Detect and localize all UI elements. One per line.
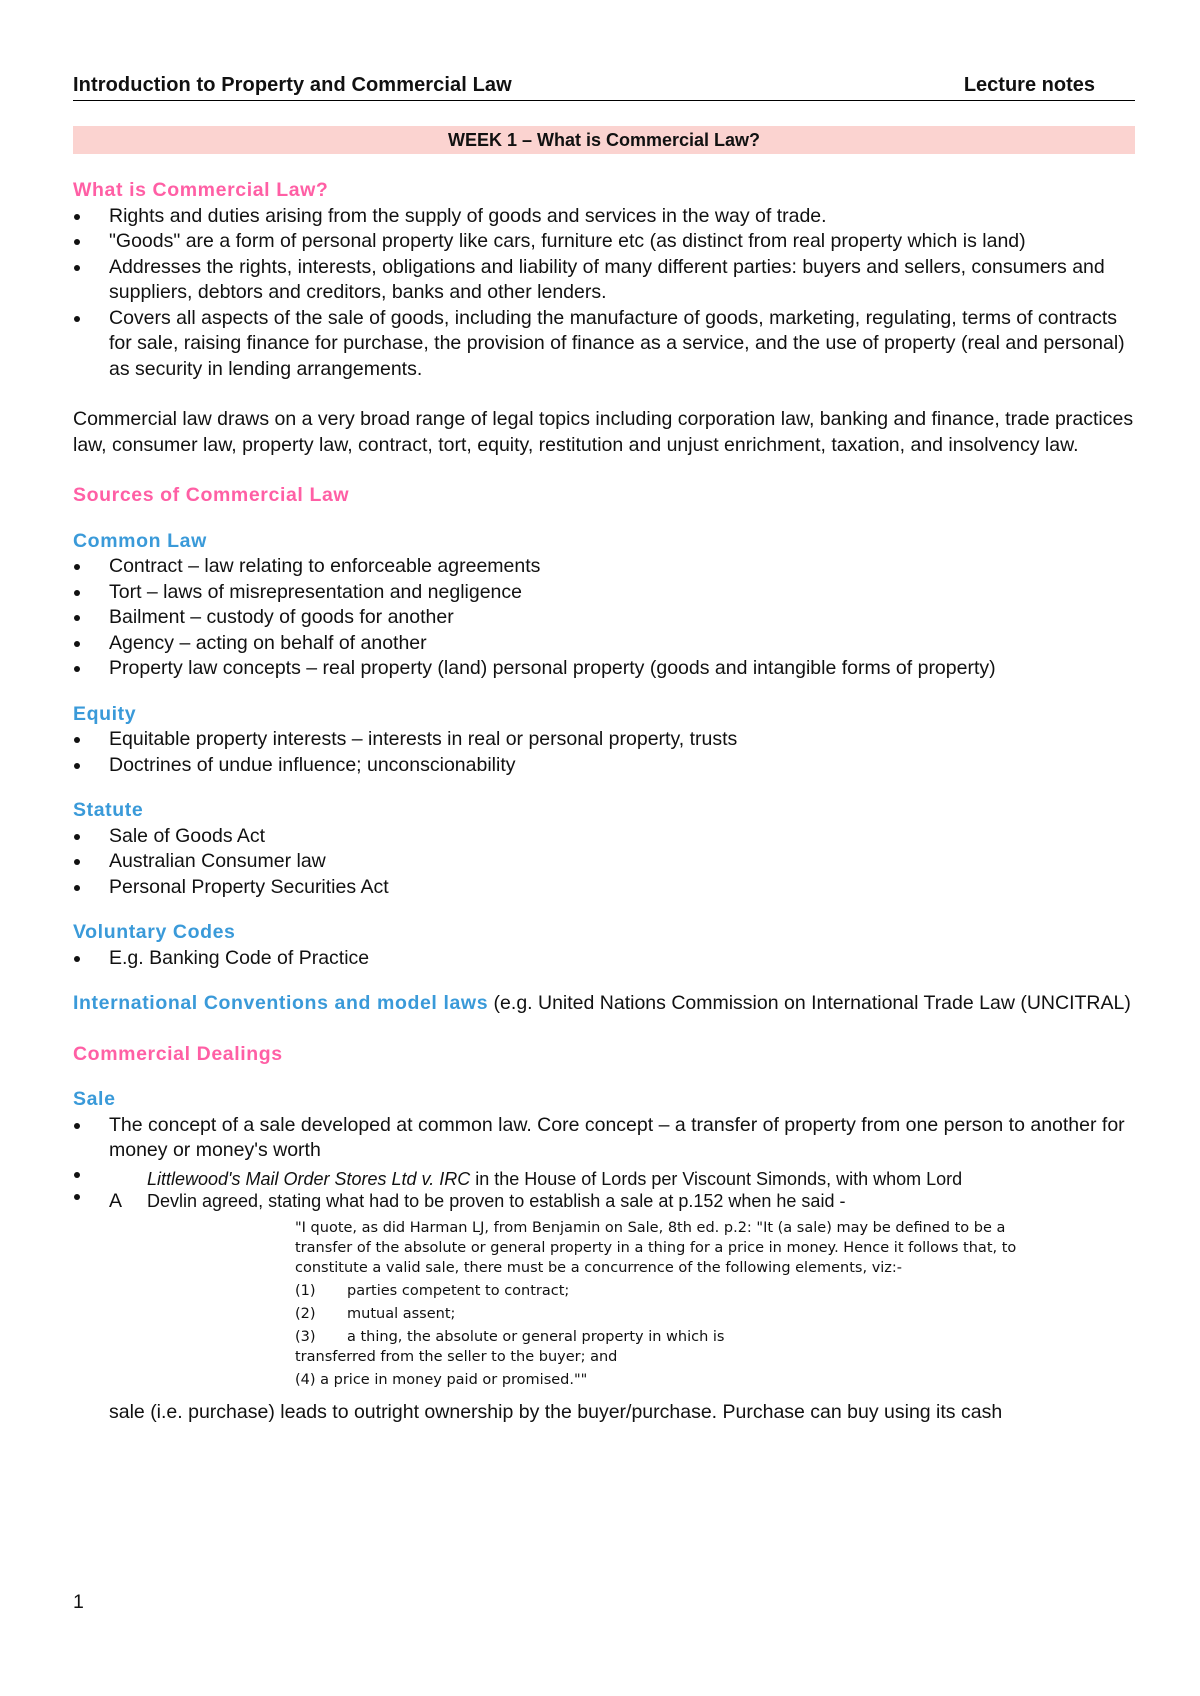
subheading-statute: Statute [73, 799, 144, 821]
document-title: Introduction to Property and Commercial Law [73, 74, 512, 96]
stray-letter: A [109, 1189, 123, 1212]
commercial-law-paragraph: Commercial law draws on a very broad range of legal topics including corporation law, banking and finance, trade practices law, consumer law, property law, contract, tort, equity, restitution and unjust enrichment, taxation, and insolvency law. [73, 408, 1134, 456]
subheading-equity: Equity [73, 702, 137, 725]
section-heading-sources: Sources of Commercial Law [73, 484, 350, 506]
list-item: Covers all aspects of the sale of goods, including the manufacture of goods, marketing, regulating, terms of contracts for sale, raising finance for purchase, the provision of finance as a service, and the use of property (real and personal) as security in lending arrangements. [73, 306, 1135, 383]
case-line-2: Devlin agreed, stating what had to be proven to establish a sale at p.152 when he said - [147, 1190, 846, 1211]
subheading-voluntary-codes: Voluntary Codes [73, 921, 236, 943]
quote-element-number: (3) [295, 1328, 316, 1345]
quote-element-3-tail: transferred from the seller to the buyer; and [295, 1348, 618, 1365]
list-item: The concept of a sale developed at common law. Core concept – a transfer of property from one person to another for money or money's worth [73, 1113, 1135, 1164]
quote-element-text: parties competent to contract; [347, 1282, 570, 1299]
sale-definition-quote [295, 1218, 1055, 1390]
bullet-dot [74, 1172, 80, 1178]
list-item: Equitable property interests – interests in real or personal property, trusts [73, 727, 1135, 753]
list-item: Rights and duties arising from the supply of goods and services in the way of trade. [73, 204, 1135, 230]
list-item: "Goods" are a form of personal property like cars, furniture etc (as distinct from real property which is land) [73, 229, 1135, 255]
case-citation [73, 1168, 1135, 1212]
section-heading-what-is: What is Commercial Law? [73, 179, 329, 201]
subheading-common-law: Common Law [73, 529, 207, 552]
page-number: 1 [73, 1591, 84, 1613]
common-law-bullet-list [73, 554, 1135, 682]
international-conventions-text: (e.g. United Nations Commission on International Trade Law (UNCITRAL) [488, 992, 1131, 1014]
document-type-label: Lecture notes [963, 74, 1095, 96]
list-item: Doctrines of undue influence; unconscionability [73, 753, 1135, 779]
quote-element-number: (1) [295, 1282, 316, 1299]
quote-element-number: (2) [295, 1305, 316, 1322]
case-line-1-rest: in the House of Lords per Viscount Simonds, with whom Lord [470, 1168, 963, 1189]
subheading-international-conventions: International Conventions and model laws [73, 992, 489, 1014]
list-item: Tort – laws of misrepresentation and negligence [73, 580, 1135, 606]
voluntary-codes-bullet-list [73, 946, 1135, 972]
case-text [109, 1168, 1135, 1212]
case-name: Littlewood's Mail Order Stores Ltd v. IRC [147, 1168, 471, 1189]
statute-bullet-list [73, 824, 1135, 901]
quote-element-4: (4) a price in money paid or promised."" [295, 1371, 588, 1388]
list-item: Property law concepts – real property (land) personal property (goods and intangible forms of property) [73, 656, 1135, 682]
quote-element-text: a thing, the absolute or general property in which is [347, 1328, 725, 1345]
list-item: Australian Consumer law [73, 849, 1135, 875]
subheading-sale: Sale [73, 1088, 116, 1110]
quote-intro: "I quote, as did Harman LJ, from Benjamin on Sale, 8th ed. p.2: "It (a sale) may be defined to be a transfer of the absolute or general property in a thing for a price in money. Hence it follows that, to constitute a valid sale, there must be a concurrence of the following elements, viz:- [295, 1219, 1017, 1276]
page-header [73, 72, 1135, 101]
sale-continued-text: sale (i.e. purchase) leads to outright ownership by the buyer/purchase. Purchase can buy using its cash [109, 1400, 1003, 1423]
sale-bullet-list [73, 1113, 1135, 1164]
section-heading-commercial-dealings: Commercial Dealings [73, 1042, 283, 1065]
bullet-dot [74, 1194, 80, 1200]
list-item: Bailment – custody of goods for another [73, 605, 1135, 631]
list-item: E.g. Banking Code of Practice [73, 946, 1135, 972]
what-is-bullet-list [73, 204, 1135, 383]
quote-element [295, 1327, 1055, 1347]
quote-element [295, 1281, 1055, 1301]
list-item: Addresses the rights, interests, obligations and liability of many different parties: buyers and sellers, consumers and suppliers, debtors and creditors, banks and other lenders. [73, 255, 1135, 306]
list-item: Contract – law relating to enforceable agreements [73, 554, 1135, 580]
list-item: Personal Property Securities Act [73, 875, 1135, 901]
document-body [73, 178, 1135, 1425]
document-page [73, 0, 1135, 1696]
list-item: Sale of Goods Act [73, 824, 1135, 850]
list-item: Agency – acting on behalf of another [73, 631, 1135, 657]
equity-bullet-list [73, 727, 1135, 778]
week-banner: WEEK 1 – What is Commercial Law? [73, 126, 1135, 154]
international-conventions-paragraph [73, 991, 1135, 1017]
quote-element [295, 1304, 1055, 1324]
quote-element-text: mutual assent; [347, 1305, 456, 1322]
